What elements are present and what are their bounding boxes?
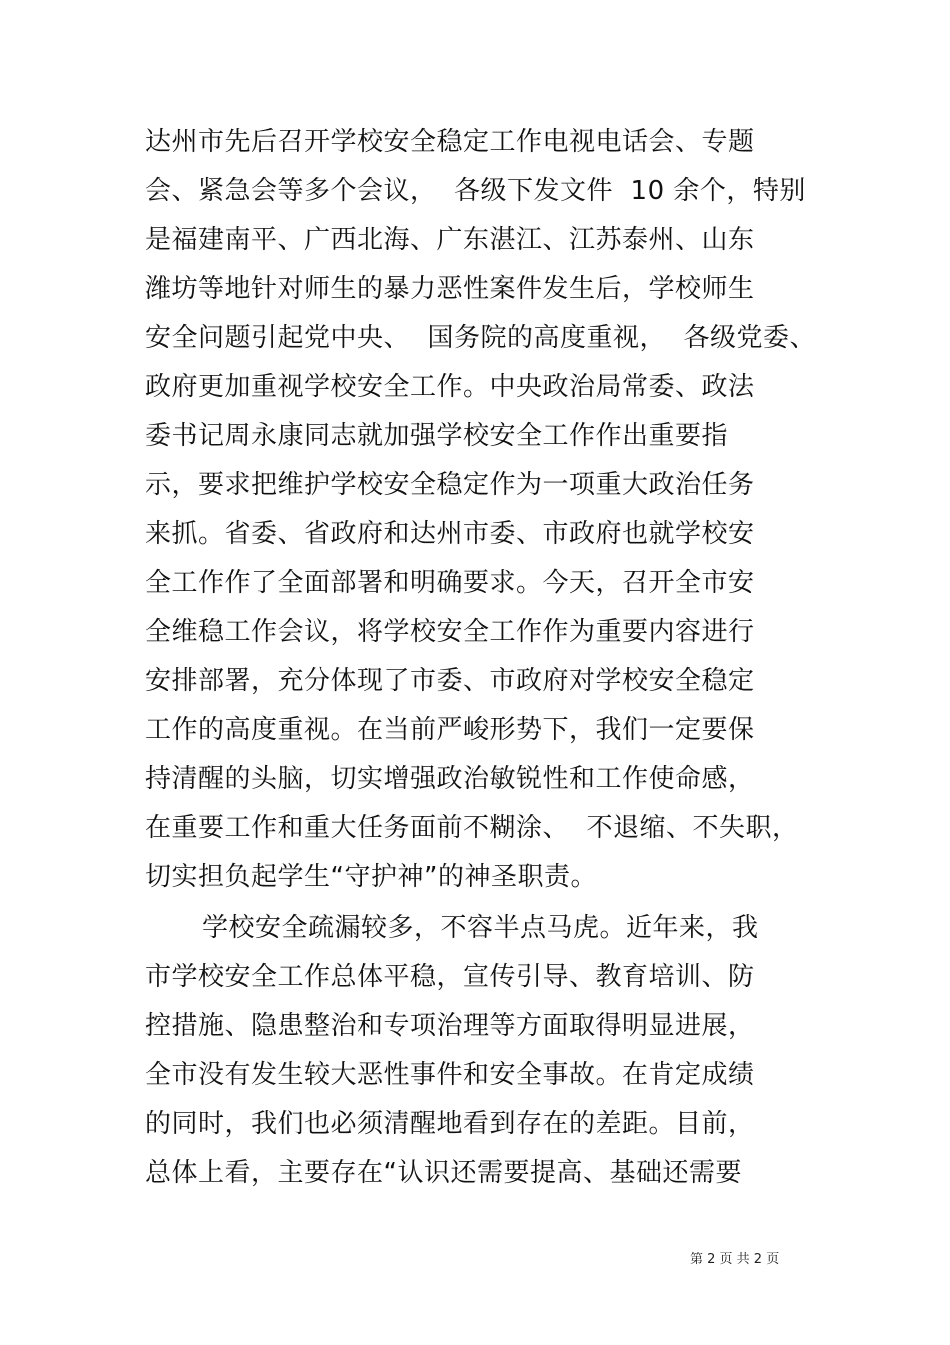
text-line: 达州市先后召开学校安全稳定工作电视电话会、专题 bbox=[145, 127, 755, 157]
body-text bbox=[145, 118, 825, 1198]
text-line: 会、紧急会等多个会议， 各级下发文件 10 余个，特别 bbox=[145, 176, 806, 206]
text-line: 潍坊等地针对师生的暴力恶性案件发生后，学校师生 bbox=[145, 274, 755, 304]
text-line: 持清醒的头脑，切实增强政治敏锐性和工作使命感， bbox=[145, 764, 755, 794]
text-line: 委书记周永康同志就加强学校安全工作作出重要指 bbox=[145, 421, 729, 451]
text-line: 示，要求把维护学校安全稳定作为一项重大政治任务 bbox=[145, 470, 755, 500]
text-line: 在重要工作和重大任务面前不糊涂、 不退缩、不失职， bbox=[145, 813, 799, 843]
page-number-footer: 第 2 页 共 2 页 bbox=[690, 1252, 780, 1267]
text-line: 安排部署，充分体现了市委、市政府对学校安全稳定 bbox=[145, 666, 755, 696]
text-line: 切实担负起学生“守护神”的神圣职责。 bbox=[145, 862, 597, 892]
text-line: 政府更加重视学校安全工作。中央政治局常委、政法 bbox=[145, 372, 755, 402]
text-line: 学校安全疏漏较多，不容半点马虎。近年来，我 bbox=[202, 913, 759, 943]
text-line: 总体上看，主要存在“认识还需要提高、基础还需要 bbox=[145, 1158, 742, 1188]
text-line: 控措施、隐患整治和专项治理等方面取得明显进展， bbox=[145, 1011, 755, 1041]
text-line: 的同时，我们也必须清醒地看到存在的差距。目前， bbox=[145, 1109, 755, 1139]
text-line: 全市没有发生较大恶性事件和安全事故。在肯定成绩 bbox=[145, 1060, 755, 1090]
text-line: 市学校安全工作总体平稳，宣传引导、教育培训、防 bbox=[145, 962, 755, 992]
text-line: 安全问题引起党中央、 国务院的高度重视， 各级党委、 bbox=[145, 323, 817, 353]
paragraph bbox=[145, 904, 825, 1198]
text-line: 全维稳工作会议，将学校安全工作作为重要内容进行 bbox=[145, 617, 755, 647]
text-line: 是福建南平、广西北海、广东湛江、江苏泰州、山东 bbox=[145, 225, 755, 255]
text-line: 来抓。省委、省政府和达州市委、市政府也就学校安 bbox=[145, 519, 755, 549]
paragraph bbox=[145, 118, 825, 902]
text-line: 工作的高度重视。在当前严峻形势下，我们一定要保 bbox=[145, 715, 755, 745]
text-line: 全工作作了全面部署和明确要求。今天，召开全市安 bbox=[145, 568, 755, 598]
